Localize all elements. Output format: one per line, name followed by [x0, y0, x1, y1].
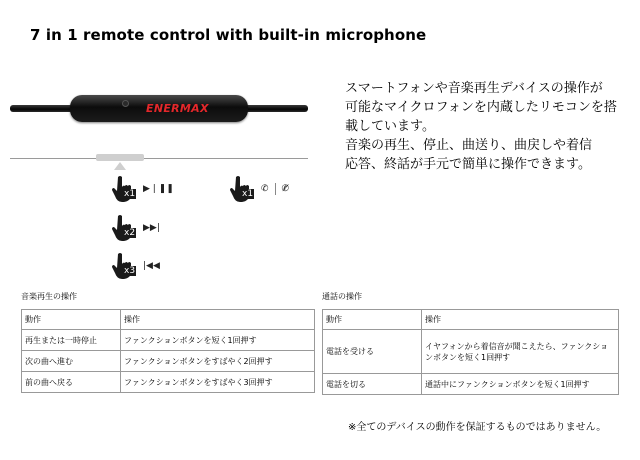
table-row: 電話を受ける イヤフォンから着信音が聞こえたら、ファンクションボタンを短く1回押す	[323, 330, 619, 374]
table-row: 電話を切る 通話中にファンクションボタンを短く1回押す	[323, 374, 619, 395]
disclaimer-note: ※全てのデバイスの動作を保証するものではありません。	[348, 422, 607, 433]
button-callout-tab	[96, 154, 144, 161]
next-track-icon: ▶▶|	[143, 223, 160, 233]
remote-control	[70, 95, 248, 122]
music-table-caption: 音楽再生の操作	[21, 292, 77, 301]
hand-pointer-icon: x2	[111, 214, 137, 242]
table-row: 次の曲へ進む ファンクションボタンをすばやく2回押す	[22, 351, 315, 372]
remote-illustration	[10, 88, 308, 168]
call-table-caption: 通話の操作	[322, 292, 362, 301]
answer-call-icon: ✆	[261, 184, 269, 194]
brand-logo: ENERMAX	[146, 102, 209, 115]
gesture-single-call	[229, 175, 289, 203]
table-row: 前の曲へ戻る ファンクションボタンをすばやく3回押す	[22, 372, 315, 393]
end-call-icon: ✆̸	[281, 184, 290, 194]
gesture-double-next	[111, 214, 160, 242]
table-row: 再生または一時停止 ファンクションボタンを短く1回押す	[22, 330, 315, 351]
up-arrow-icon	[114, 162, 126, 170]
separator	[275, 183, 276, 195]
table-header-row: 動作 操作	[22, 310, 315, 330]
gesture-single-play	[111, 175, 174, 203]
hand-pointer-icon: x1	[229, 175, 255, 203]
hand-pointer-icon: x3	[111, 252, 137, 280]
table-header-row: 動作 操作	[323, 310, 619, 330]
music-operations-table	[21, 309, 315, 393]
divider	[10, 158, 308, 159]
previous-track-icon: |◀◀	[143, 261, 160, 271]
call-operations-table	[322, 309, 619, 395]
microphone-dot	[122, 100, 129, 107]
page-title: 7 in 1 remote control with built-in microphone	[30, 26, 427, 44]
play-pause-icon: ▶ | ❚❚	[143, 184, 174, 194]
product-description: スマートフォンや音楽再生デバイスの操作が 可能なマイクロフォンを内蔵したリモコンを搭 載しています。 音楽の再生、停止、曲送り、曲戻しや着信 応答、終話が手元で簡単に操作できます。	[345, 81, 617, 172]
hand-pointer-icon: x1	[111, 175, 137, 203]
gesture-triple-previous	[111, 252, 160, 280]
